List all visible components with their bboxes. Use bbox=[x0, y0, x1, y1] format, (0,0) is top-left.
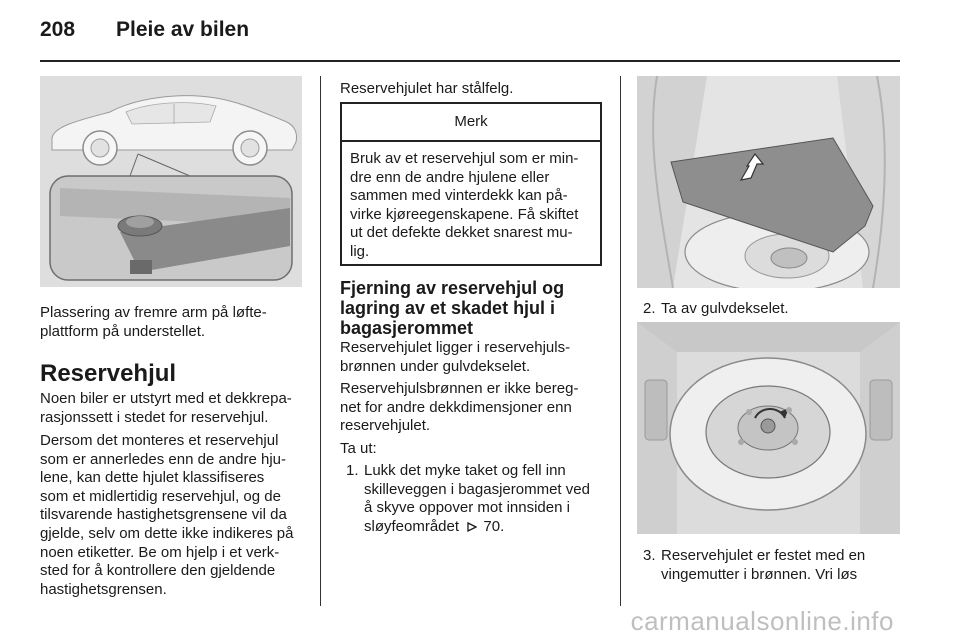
paragraph-line: rasjonssett i stedet for reservehjul. bbox=[40, 408, 269, 426]
column-divider-2 bbox=[620, 76, 621, 606]
step-text bbox=[661, 547, 865, 584]
paragraph-line: Reservehjulsbrønnen er ikke bereg- bbox=[340, 380, 579, 397]
figure-caption bbox=[40, 304, 315, 341]
page-title: Pleie av bilen bbox=[116, 18, 250, 41]
note-line: virke kjøreegenskapene. Få skiftet bbox=[350, 205, 579, 223]
step-line-text: sløyfeområdet bbox=[364, 517, 460, 535]
paragraph-line: sted for å kontrollere den gjeldende bbox=[40, 562, 276, 580]
take-out-label: Ta ut: bbox=[340, 440, 377, 457]
note-box bbox=[340, 102, 602, 266]
note-line: Bruk av et reservehjul som er min- bbox=[350, 150, 579, 167]
paragraph bbox=[40, 390, 320, 427]
step-text bbox=[364, 462, 590, 536]
step-line: Reservehjulet er festet med en bbox=[661, 547, 866, 564]
paragraph-line: Noen biler er utstyrt med et dekkrepa- bbox=[40, 390, 292, 407]
note-body bbox=[342, 142, 600, 262]
trunk-floor-cover-illustration bbox=[637, 76, 900, 288]
spare-wheel-well-illustration bbox=[637, 322, 900, 534]
watermark: carmanualsonline.info bbox=[630, 606, 894, 636]
paragraph-line: brønnen under gulvdekselet. bbox=[340, 357, 531, 375]
intro-text: Reservehjulet har stålfelg. bbox=[340, 80, 514, 97]
note-line: lig. bbox=[350, 242, 370, 260]
paragraph-line: lene, kan dette hjulet klassifiseres bbox=[40, 469, 265, 487]
paragraph-line: gjelde, selv om dette ikke indikeres på bbox=[40, 524, 294, 542]
note-line: dre enn de andre hjulene eller bbox=[350, 168, 550, 186]
paragraph-line: Reservehjulet ligger i reservehjuls- bbox=[340, 339, 571, 356]
step-3 bbox=[643, 547, 903, 587]
page-reference-triangle-icon bbox=[467, 522, 477, 532]
page-number: 208 bbox=[40, 18, 76, 41]
paragraph-line: som er annerledes enn de andre hju- bbox=[40, 450, 286, 468]
step-number: 3. bbox=[643, 547, 656, 564]
caption-line: Plassering av fremre arm på løfte- bbox=[40, 304, 267, 321]
heading-line: Fjerning av reservehjul og bbox=[340, 278, 565, 298]
step-line: skilleveggen i bagasjerommet ved bbox=[364, 480, 590, 498]
paragraph-line: Dersom det monteres et reservehjul bbox=[40, 432, 279, 449]
note-title: Merk bbox=[342, 104, 600, 142]
note-line: ut det defekte dekket snarest mu- bbox=[350, 224, 573, 242]
caption-line: plattform på understellet. bbox=[40, 322, 206, 340]
step-line: å skyve oppover mot innsiden i bbox=[364, 499, 570, 517]
step-text: Ta av gulvdekselet. bbox=[661, 300, 789, 317]
step-line: Lukk det myke taket og fell inn bbox=[364, 462, 566, 479]
step-2 bbox=[643, 300, 903, 320]
paragraph-line: som et midlertidig reservehjul, og de bbox=[40, 487, 281, 505]
car-lift-point-illustration bbox=[40, 76, 302, 287]
paragraph-line: tilsvarende hastighetsgrensene vil da bbox=[40, 506, 287, 524]
paragraph bbox=[40, 432, 320, 599]
step-1 bbox=[346, 462, 616, 542]
step-line: vingemutter i brønnen. Vri løs bbox=[661, 565, 858, 583]
paragraph-line: hastighetsgrensen. bbox=[40, 580, 167, 598]
paragraph bbox=[340, 380, 615, 436]
paragraph-line: noen etiketter. Be om hjelp i et verk- bbox=[40, 543, 280, 561]
heading-line: lagring av et skadet hjul i bbox=[340, 298, 556, 318]
note-line: sammen med vinterdekk kan på- bbox=[350, 187, 568, 205]
step-line bbox=[364, 518, 590, 537]
step-number: 2. bbox=[643, 300, 656, 317]
column-divider-1 bbox=[320, 76, 321, 606]
step-number: 1. bbox=[346, 462, 359, 479]
subsection-heading bbox=[340, 278, 615, 338]
paragraph bbox=[340, 339, 615, 376]
paragraph-line: reservehjulet. bbox=[340, 417, 431, 435]
header-rule bbox=[40, 60, 900, 62]
page-reference-link[interactable]: 70. bbox=[483, 517, 505, 535]
section-heading: Reservehjul bbox=[40, 360, 177, 387]
paragraph-line: net for andre dekkdimensjoner enn bbox=[340, 398, 572, 416]
heading-line: bagasjerommet bbox=[340, 318, 474, 338]
